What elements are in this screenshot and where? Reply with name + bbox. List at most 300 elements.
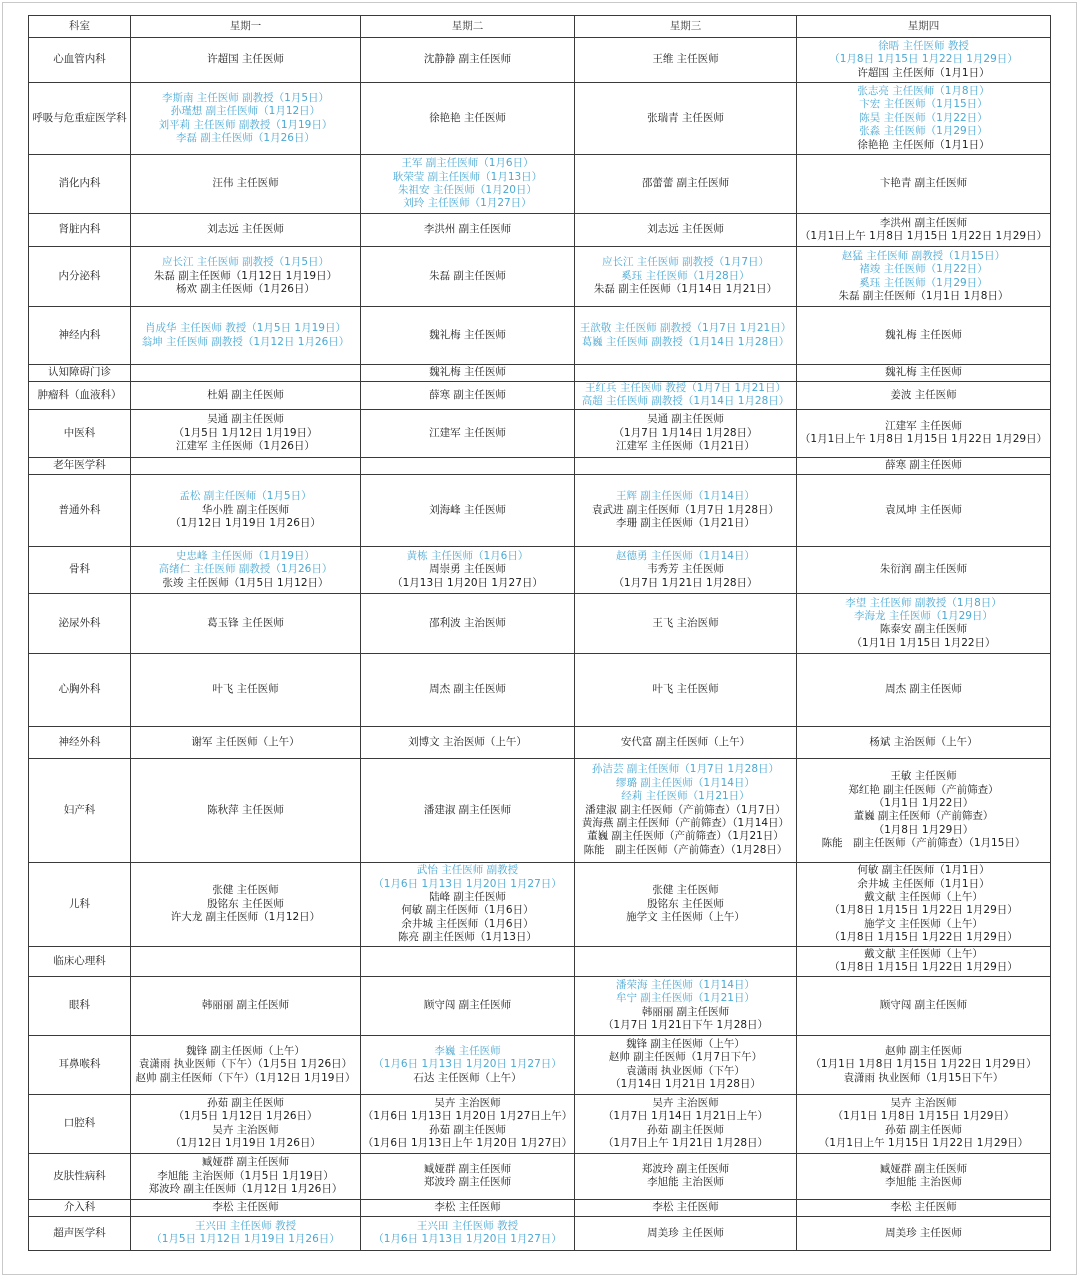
schedule-cell-thursday [797,365,1051,382]
doctor-entry: 李旭能 主治医师（1月5日 1月19日） [157,1169,334,1182]
doctor-entry-highlighted: 刘玲 主任医师（1月27日） [403,197,532,210]
header-wednesday: 星期三 [575,16,797,38]
doctor-entry-highlighted: 孙瑾想 副主任医师（1月12日） [170,105,321,118]
doctor-entry: 臧娅群 副主任医师 [879,1162,968,1175]
doctor-entry: 殷铭东 主任医师 [647,897,724,910]
department-name: 中医科 [29,409,131,457]
doctor-entry: （1月8日 1月15日 1月22日 1月29日） [829,931,1018,944]
doctor-entry: （1月1日上午 1月8日 1月15日 1月22日 1月29日） [799,230,1048,242]
schedule-cell-thursday [797,457,1051,474]
schedule-cell-tuesday [361,653,575,726]
doctor-entry-highlighted: 奚珏 主任医师（1月29日） [859,276,988,289]
doctor-entry: 陈能 副主任医师（产前筛查）（1月28日） [583,843,788,856]
doctor-entry: 戴文献 主任医师（上午） [864,947,983,960]
doctor-entry: 孙茹 副主任医师 [207,1097,284,1109]
doctor-entry-highlighted: 张淼 主任医师（1月29日） [859,125,988,138]
schedule-cell-wednesday [575,758,797,862]
doctor-entry-highlighted: 经莉 主任医师（1月21日） [621,790,750,803]
schedule-cell-tuesday [361,307,575,365]
schedule-cell-wednesday [575,1153,797,1199]
schedule-cell-monday [131,214,361,247]
schedule-cell-monday [131,946,361,976]
doctor-entry: （1月5日 1月12日 1月26日） [173,1110,318,1123]
header-monday: 星期一 [131,16,361,38]
department-name: 心血管内科 [29,38,131,83]
doctor-entry: 施学文 主任医师（上午） [864,917,983,930]
schedule-cell-thursday [797,307,1051,365]
doctor-entry: 孙茹 副主任医师 [429,1123,506,1136]
doctor-entry: 余井城 主任医师（1月6日） [401,917,534,930]
doctor-entry: 吴卉 主治医师 [890,1097,957,1109]
doctor-entry: 许超国 主任医师（1月1日） [857,66,990,79]
doctor-entry: 赵帅 副主任医师 [885,1044,962,1057]
department-name: 消化内科 [29,155,131,214]
header-tuesday: 星期二 [361,16,575,38]
doctor-entry: 陈亮 副主任医师（1月13日） [398,931,537,944]
doctor-entry: 郑波玲 副主任医师（1月12日 1月26日） [148,1183,343,1196]
doctor-entry-highlighted: 卞宏 主任医师（1月15日） [859,98,988,111]
schedule-cell-monday [131,1199,361,1216]
doctor-entry-highlighted: 王红兵 主任医师 教授（1月7日 1月21日） [585,382,786,394]
schedule-cell-monday [131,247,361,307]
doctor-entry: 刘志远 主任医师 [647,223,724,236]
doctor-entry: 何敏 副主任医师（1月1日） [857,864,990,877]
department-name: 骨科 [29,546,131,593]
schedule-cell-wednesday [575,862,797,946]
doctor-entry: 吴通 副主任医师 [207,413,284,426]
doctor-entry: 江建军 主任医师 [429,426,506,439]
header-row [29,16,1051,38]
schedule-cell-tuesday [361,382,575,410]
doctor-entry: 朱磊 副主任医师 [429,269,506,282]
schedule-cell-thursday [797,758,1051,862]
doctor-entry: 薛寒 副主任医师 [429,388,506,401]
schedule-cell-tuesday [361,976,575,1035]
doctor-entry-highlighted: （1月6日 1月13日 1月20日 1月27日） [373,1233,562,1246]
doctor-entry: 魏礼梅 主任医师 [429,366,506,379]
doctor-entry-highlighted: 王辉 副主任医师（1月14日） [616,490,755,503]
doctor-entry: 臧娅群 副主任医师 [423,1162,512,1175]
department-name: 口腔科 [29,1094,131,1153]
doctor-entry: 杨欢 副主任医师（1月26日） [176,283,315,296]
doctor-entry: （1月14日 1月21日 1月28日） [610,1078,761,1091]
doctor-entry: （1月1日上午 1月15日 1月22日 1月29日） [818,1137,1029,1150]
doctor-entry-highlighted: 翁坤 主任医师 副教授（1月12日 1月26日） [141,335,350,348]
department-name: 介入科 [29,1199,131,1216]
schedule-cell-thursday [797,726,1051,758]
table-row [29,1216,1051,1250]
doctor-entry: 顾守闯 副主任医师 [423,999,512,1012]
table-row [29,1094,1051,1153]
schedule-cell-tuesday [361,457,575,474]
doctor-entry: 袁潇雨 执业医师（下午） [626,1064,745,1077]
schedule-cell-tuesday [361,726,575,758]
doctor-entry: 江建军 主任医师（1月26日） [176,440,315,453]
schedule-cell-wednesday [575,1094,797,1153]
department-name: 耳鼻喉科 [29,1035,131,1094]
doctor-entry-highlighted: 高绪仁 主任医师 副教授（1月26日） [158,563,333,576]
table-row [29,474,1051,546]
doctor-entry: 赵帅 副主任医师（下午）（1月12日 1月19日） [135,1071,356,1084]
doctor-entry: （1月5日 1月12日 1月19日） [173,426,318,439]
doctor-entry: 顾守闯 副主任医师 [879,999,968,1012]
department-name: 神经外科 [29,726,131,758]
schedule-cell-thursday [797,593,1051,653]
doctor-entry: 沈静静 副主任医师 [423,53,512,66]
schedule-cell-thursday [797,1199,1051,1216]
schedule-cell-monday [131,1216,361,1250]
table-row [29,214,1051,247]
schedule-cell-wednesday [575,365,797,382]
schedule-cell-tuesday [361,1094,575,1153]
header-department: 科室 [29,16,131,38]
doctor-entry: 谢军 主任医师（上午） [191,735,300,748]
doctor-entry-highlighted: （1月5日 1月12日 1月19日 1月26日） [151,1233,340,1246]
doctor-entry-highlighted: 褚竣 主任医师（1月22日） [859,263,988,276]
schedule-cell-thursday [797,1094,1051,1153]
doctor-entry: 周杰 副主任医师 [885,683,962,696]
schedule-cell-thursday [797,653,1051,726]
doctor-entry: （1月12日 1月19日 1月26日） [170,1137,321,1150]
doctor-entry: 王飞 主治医师 [652,616,719,629]
table-row [29,546,1051,593]
schedule-cell-thursday [797,1035,1051,1094]
doctor-entry: 张瑞青 主任医师 [647,111,724,124]
schedule-cell-monday [131,382,361,410]
doctor-entry-highlighted: 朱祖安 主任医师（1月20日） [398,184,537,196]
doctor-entry-highlighted: 赵德勇 主任医师（1月14日） [616,549,755,562]
doctor-entry: 叶飞 主任医师 [652,683,719,696]
schedule-cell-tuesday [361,365,575,382]
schedule-cell-monday [131,862,361,946]
schedule-cell-monday [131,365,361,382]
schedule-cell-wednesday [575,214,797,247]
schedule-cell-monday [131,1035,361,1094]
doctor-entry: 袁凤坤 主任医师 [885,503,962,516]
schedule-cell-wednesday [575,83,797,155]
schedule-cell-tuesday [361,1153,575,1199]
doctor-entry: 王敏 主任医师 [890,770,957,783]
schedule-cell-tuesday [361,1199,575,1216]
doctor-entry-highlighted: 徐晤 主任医师 教授 [878,39,969,52]
schedule-cell-wednesday [575,474,797,546]
doctor-entry-highlighted: 黄栋 主任医师（1月6日） [406,549,529,562]
doctor-entry: 李洪州 副主任医师 [423,223,512,236]
doctor-entry-highlighted: 李磊 副主任医师（1月26日） [176,131,315,144]
schedule-cell-monday [131,155,361,214]
table-row [29,758,1051,862]
schedule-cell-wednesday [575,1199,797,1216]
table-row [29,365,1051,382]
department-name: 皮肤性病科 [29,1153,131,1199]
doctor-entry-highlighted: 王兴田 主任医师 教授 [416,1219,519,1232]
doctor-entry: 魏礼梅 主任医师 [885,366,962,379]
doctor-entry: （1月8日 1月15日 1月22日 1月29日） [829,904,1018,917]
schedule-cell-wednesday [575,976,797,1035]
department-name: 认知障碍门诊 [29,365,131,382]
doctor-entry: 潘建淑 副主任医师 [423,803,512,816]
schedule-cell-tuesday [361,862,575,946]
doctor-entry: （1月7日 1月21日下午 1月28日） [602,1019,769,1032]
schedule-cell-thursday [797,155,1051,214]
doctor-entry: 韦秀芳 主任医师 [647,563,724,576]
doctor-entry: 张竣 主任医师（1月5日 1月12日） [162,576,329,589]
schedule-cell-monday [131,1153,361,1199]
doctor-entry: 潘建淑 副主任医师（产前筛查）（1月7日） [585,803,786,816]
schedule-cell-thursday [797,409,1051,457]
doctor-entry: 杜娟 副主任医师 [207,388,284,401]
doctor-entry-highlighted: 王歆敬 主任医师 副教授（1月7日 1月21日） [579,322,792,335]
doctor-entry: 朱磊 副主任医师（1月12日 1月19日） [153,269,338,282]
doctor-entry: （1月12日 1月19日 1月26日） [170,517,321,530]
schedule-cell-tuesday [361,474,575,546]
doctor-entry: 徐艳艳 主任医师 [429,111,506,124]
doctor-entry-highlighted: 李巍 主任医师 [434,1044,501,1057]
schedule-cell-monday [131,307,361,365]
doctor-entry: 许大龙 副主任医师（1月12日） [170,911,321,924]
doctor-entry: 朱磊 副主任医师（1月1日 1月8日） [838,289,1009,302]
doctor-entry-highlighted: 张志亮 主任医师（1月8日） [857,84,990,97]
table-row [29,457,1051,474]
doctor-entry: 陈秋萍 主任医师 [207,803,284,816]
schedule-body [29,38,1051,1251]
doctor-entry: 黄海燕 副主任医师（产前筛查）（1月14日） [581,817,790,830]
schedule-cell-tuesday [361,593,575,653]
doctor-entry-highlighted: 奚珏 主任医师（1月28日） [621,269,750,282]
doctor-entry: （1月1日 1月15日 1月22日） [851,636,996,649]
doctor-entry: 郑红艳 副主任医师（产前筛查） [848,783,999,796]
doctor-entry: 张健 主任医师 [212,884,279,897]
doctor-entry: 韩丽丽 副主任医师 [201,999,290,1012]
doctor-entry: 魏礼梅 主任医师 [885,328,962,341]
doctor-entry: 韩丽丽 副主任医师 [641,1005,730,1018]
doctor-entry: 汪伟 主任医师 [212,177,279,190]
doctor-entry-highlighted: 李斯南 主任医师 副教授（1月5日） [161,91,330,104]
doctor-entry-highlighted: 刘平莉 主任医师 副教授（1月19日） [158,118,333,131]
doctor-entry: （1月13日 1月20日 1月27日） [392,576,543,589]
department-name: 呼吸与危重症医学科 [29,83,131,155]
department-name: 肾脏内科 [29,214,131,247]
doctor-entry: 卞艳青 副主任医师 [879,177,968,190]
doctor-entry: 邵蕾蕾 副主任医师 [641,177,730,190]
department-name: 神经内科 [29,307,131,365]
department-name: 眼科 [29,976,131,1035]
doctor-entry: （1月7日 1月21日 1月28日） [613,576,758,589]
doctor-entry: 李旭能 主治医师 [885,1176,962,1189]
department-name: 肿瘤科（血液科） [29,382,131,410]
doctor-entry: 张健 主任医师 [652,884,719,897]
schedule-cell-wednesday [575,247,797,307]
table-row [29,155,1051,214]
department-name: 临床心理科 [29,946,131,976]
doctor-entry: （1月7日 1月14日 1月28日） [613,426,758,439]
doctor-entry: 魏锋 副主任医师（上午） [186,1044,305,1057]
doctor-entry-highlighted: 李望 主任医师 副教授（1月8日） [845,596,1002,609]
department-name: 心胸外科 [29,653,131,726]
schedule-cell-monday [131,83,361,155]
doctor-entry: 刘博文 主治医师（上午） [408,735,527,748]
doctor-entry: 李旭能 主治医师 [647,1176,724,1189]
schedule-cell-wednesday [575,1216,797,1250]
schedule-cell-tuesday [361,946,575,976]
doctor-entry-highlighted: 肖成华 主任医师 教授（1月5日 1月19日） [145,322,346,335]
doctor-entry: 陆峰 副主任医师 [429,890,506,903]
doctor-entry: 袁潇雨 执业医师（1月15日下午） [843,1071,1004,1084]
doctor-entry: 吴卉 主治医师 [652,1097,719,1109]
doctor-entry-highlighted: 高超 主任医师 副教授（1月14日 1月28日） [581,395,790,408]
doctor-entry: 袁武进 副主任医师（1月7日 1月28日） [591,503,780,516]
department-name: 内分泌科 [29,247,131,307]
schedule-cell-monday [131,653,361,726]
doctor-entry: 何敏 副主任医师（1月6日） [401,904,534,917]
doctor-entry: 陈泰安 副主任医师 [879,623,968,636]
schedule-cell-monday [131,758,361,862]
department-name: 泌尿外科 [29,593,131,653]
department-name: 妇产科 [29,758,131,862]
doctor-entry: 华小胜 副主任医师 [201,503,290,516]
doctor-entry: 施学文 主任医师（上午） [626,911,745,924]
doctor-entry-highlighted: （1月6日 1月13日 1月20日 1月27日） [373,1058,562,1071]
schedule-cell-monday [131,976,361,1035]
schedule-cell-monday [131,409,361,457]
doctor-entry: 臧娅群 副主任医师 [201,1156,290,1169]
doctor-entry-highlighted: 赵猛 主任医师 副教授（1月15日） [841,249,1006,262]
table-row [29,862,1051,946]
doctor-entry: 魏锋 副主任医师（上午） [626,1038,745,1050]
schedule-cell-wednesday [575,653,797,726]
table-row [29,726,1051,758]
schedule-cell-thursday [797,1153,1051,1199]
schedule-cell-thursday [797,976,1051,1035]
schedule-cell-wednesday [575,38,797,83]
doctor-entry: （1月8日 1月15日 1月22日 1月29日） [829,961,1018,974]
table-row [29,83,1051,155]
schedule-cell-wednesday [575,382,797,410]
doctor-entry: 李松 主任医师 [434,1201,501,1214]
header-thursday: 星期四 [797,16,1051,38]
department-name: 超声医学科 [29,1216,131,1250]
schedule-cell-thursday [797,862,1051,946]
doctor-entry: 许超国 主任医师 [207,53,284,66]
doctor-entry: 李洪州 副主任医师 [879,216,968,229]
doctor-entry: 刘海峰 主任医师 [429,503,506,516]
schedule-cell-wednesday [575,1035,797,1094]
schedule-cell-tuesday [361,546,575,593]
schedule-cell-thursday [797,214,1051,247]
schedule-cell-tuesday [361,214,575,247]
doctor-entry: （1月1日上午 1月8日 1月15日 1月22日 1月29日） [799,433,1048,446]
doctor-entry: 魏礼梅 主任医师 [429,328,506,341]
doctor-entry: 姜波 主任医师 [890,388,957,401]
doctor-entry: 安代富 副主任医师（上午） [620,735,751,748]
schedule-cell-monday [131,38,361,83]
doctor-entry: 戴文献 主任医师（上午） [864,890,983,903]
doctor-entry: 郑波玲 副主任医师 [641,1162,730,1175]
doctor-entry: （1月7日 1月14日 1月21日上午） [602,1110,769,1123]
doctor-entry: （1月8日 1月29日） [873,823,974,836]
doctor-entry: （1月7日上午 1月21日 1月28日） [602,1137,769,1150]
doctor-entry-highlighted: 潘荣海 主任医师（1月14日） [616,979,755,991]
doctor-entry: （1月6日 1月13日 1月20日 1月27日上午） [362,1110,573,1123]
doctor-entry-highlighted: 陈昊 主任医师（1月22日） [859,111,988,124]
doctor-entry: 邵利波 主治医师 [429,616,506,629]
doctor-entry-highlighted: 王兴田 主任医师 教授 [194,1219,297,1232]
schedule-cell-wednesday [575,457,797,474]
doctor-entry: 郑波玲 副主任医师 [423,1176,512,1189]
doctor-entry: （1月1日 1月8日 1月15日 1月22日 1月29日） [810,1058,1037,1071]
doctor-entry-highlighted: 孙洁芸 副主任医师（1月7日 1月28日） [591,763,780,776]
doctor-entry: 陈能 副主任医师（产前筛查）（1月15日） [821,837,1026,850]
schedule-cell-monday [131,474,361,546]
schedule-cell-wednesday [575,155,797,214]
doctor-entry: （1月1日 1月8日 1月15日 1月29日） [832,1110,1015,1123]
table-row [29,38,1051,83]
doctor-entry-highlighted: 耿荣莹 副主任医师（1月13日） [392,170,543,183]
schedule-cell-monday [131,546,361,593]
department-name: 老年医学科 [29,457,131,474]
doctor-entry: 王维 主任医师 [652,53,719,66]
schedule-cell-wednesday [575,409,797,457]
doctor-entry: 杨斌 主治医师（上午） [869,735,978,748]
doctor-entry: 李松 主任医师 [890,1201,957,1214]
schedule-cell-wednesday [575,546,797,593]
department-name: 普通外科 [29,474,131,546]
table-row [29,946,1051,976]
schedule-cell-tuesday [361,83,575,155]
doctor-entry: 吴卉 主治医师 [434,1097,501,1109]
doctor-entry: 朱衍润 副主任医师 [879,563,968,576]
doctor-entry-highlighted: 武怡 主任医师 副教授 [416,864,519,877]
doctor-entry-highlighted: 应长江 主任医师 副教授（1月5日） [161,256,330,269]
schedule-cell-thursday [797,38,1051,83]
doctor-entry: 孙茹 副主任医师 [647,1123,724,1136]
schedule-cell-thursday [797,946,1051,976]
schedule-cell-monday [131,726,361,758]
table-row [29,1199,1051,1216]
schedule-cell-monday [131,593,361,653]
doctor-entry: 周美珍 主任医师 [885,1226,962,1239]
schedule-cell-thursday [797,474,1051,546]
doctor-entry-highlighted: 孟松 副主任医师（1月5日） [179,490,312,503]
schedule-cell-tuesday [361,1035,575,1094]
doctor-entry: （1月6日 1月13日上午 1月20日 1月27日） [362,1137,573,1150]
doctor-entry: 李松 主任医师 [212,1201,279,1214]
schedule-cell-tuesday [361,758,575,862]
table-row [29,409,1051,457]
schedule-cell-thursday [797,83,1051,155]
schedule-cell-monday [131,1094,361,1153]
doctor-entry: 赵帅 副主任医师（1月7日下午） [608,1051,763,1064]
doctor-entry-highlighted: 应长江 主任医师 副教授（1月7日） [601,256,770,269]
schedule-cell-tuesday [361,155,575,214]
doctor-entry: 江建军 主任医师 [885,419,962,432]
schedule-table [28,15,1051,1251]
doctor-entry: 殷铭东 主任医师 [207,897,284,910]
schedule-cell-tuesday [361,409,575,457]
doctor-entry: 薛寒 副主任医师 [885,459,962,472]
doctor-entry-highlighted: （1月8日 1月15日 1月22日 1月29日） [829,53,1018,66]
schedule-cell-monday [131,457,361,474]
doctor-entry: 周崇勇 主任医师 [429,563,506,576]
schedule-cell-wednesday [575,593,797,653]
schedule-cell-tuesday [361,1216,575,1250]
doctor-entry-highlighted: 李海龙 主任医师（1月29日） [854,609,993,622]
doctor-entry: 刘志远 主任医师 [207,223,284,236]
doctor-entry: 吴通 副主任医师 [647,413,724,426]
table-row [29,382,1051,410]
doctor-entry: 李松 主任医师 [652,1201,719,1214]
doctor-entry-highlighted: 牟宁 副主任医师（1月21日） [616,992,755,1005]
